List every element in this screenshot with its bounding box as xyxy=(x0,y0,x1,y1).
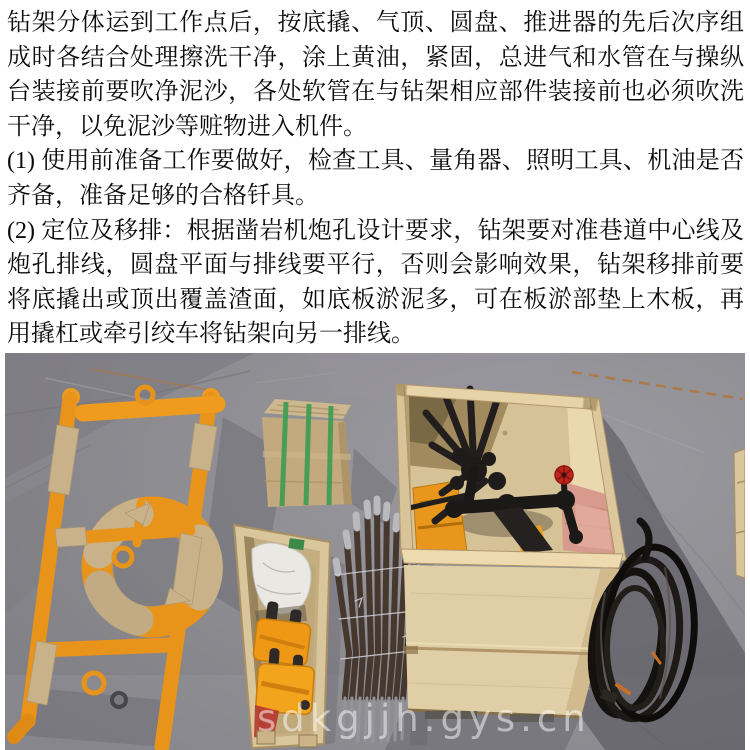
paragraph-intro: 钻架分体运到工作点后，按底撬、气顶、圆盘、推进器的先后次序组成时各结合处理擦洗干净，涂上黄油，紧固，总进气和水管在与操纵台装接前要吹净泥沙，各处软管在与钻架相应部件装接前也必须吹洗干净，以免泥沙等赃物进入机件。 xyxy=(7,10,744,140)
watermark-text: sdkgjjh.gys.cn xyxy=(257,697,591,740)
red-handwheel xyxy=(555,466,573,484)
green-label xyxy=(288,538,304,550)
article-text xyxy=(7,6,744,352)
paper-wrap xyxy=(200,540,207,595)
product-photo xyxy=(5,353,745,750)
paragraph-step1: (1) 使用前准备工作要做好，检查工具、量角器、照明工具、机油是否齐备，准备足够的合格钎具。 xyxy=(7,148,744,209)
wood-strip-right xyxy=(734,449,745,578)
paragraph-step2: (2) 定位及移排：根据凿岩机炮孔设计要求，钻架要对准巷道中心线及炮孔排线，圆盘平面与排线要平行，否则会影响效果，钻架移排前要将底撬出或顶出覆盖渣面，如底板淤泥多，可在板淤部垫上木板，再用撬杠或牵引绞车将钻架向另一排线。 xyxy=(7,217,744,348)
